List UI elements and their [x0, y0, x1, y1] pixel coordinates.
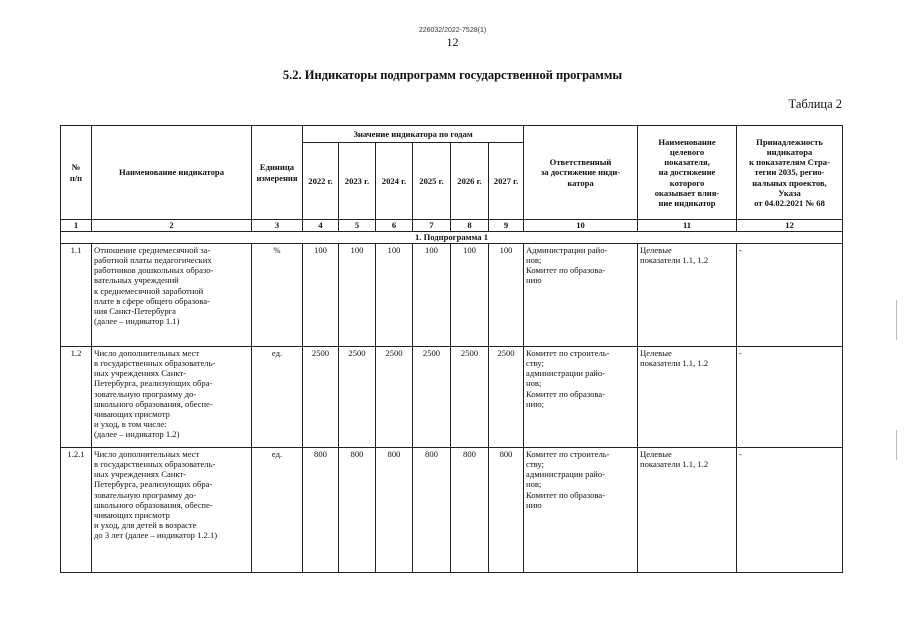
header-name: Наименование индикатора — [92, 126, 252, 220]
indicator-value: 800 — [413, 448, 451, 573]
section-title: 5.2. Индикаторы подпрограмм государственной программы — [282, 68, 623, 82]
indicator-value: 800 — [451, 448, 489, 573]
header-target-name: Наименование целевого показателя, на достижение которого оказывает влия- ние индикатор — [638, 126, 737, 220]
indicator-value: 100 — [413, 244, 451, 347]
header-year: 2025 г. — [413, 143, 451, 220]
table-row — [61, 347, 843, 448]
indicator-value: 100 — [303, 244, 339, 347]
indicator-value: 2500 — [303, 347, 339, 448]
indicator-belongs: - — [737, 244, 843, 347]
indicator-belongs: - — [737, 448, 843, 573]
header-year: 2026 г. — [451, 143, 489, 220]
indicator-unit: ед. — [252, 347, 303, 448]
indicator-value: 800 — [376, 448, 413, 573]
header-years-group: Значение индикатора по годам — [303, 126, 524, 143]
page-number: 12 — [446, 35, 459, 49]
header-year: 2027 г. — [489, 143, 524, 220]
column-number: 5 — [339, 220, 376, 232]
indicator-value: 100 — [376, 244, 413, 347]
header-belongs: Принадлежность индикатора к показателям Стра- тегии 2035, регио- нальных проектов, Указа от 04.02.2021 № 68 — [737, 126, 843, 220]
scan-edge-mark — [896, 300, 897, 340]
indicator-value: 2500 — [376, 347, 413, 448]
row-number: 1.2.1 — [61, 448, 92, 573]
indicator-responsible: Комитет по строитель- ству; администрации райо- нов; Комитет по образова- нию; — [524, 347, 638, 448]
column-number: 9 — [489, 220, 524, 232]
indicator-value: 800 — [489, 448, 524, 573]
indicator-belongs: - — [737, 347, 843, 448]
indicator-unit: ед. — [252, 448, 303, 573]
column-number: 1 — [61, 220, 92, 232]
indicator-value: 2500 — [451, 347, 489, 448]
table-row — [61, 448, 843, 573]
scan-edge-mark — [896, 430, 897, 460]
header-year: 2022 г. — [303, 143, 339, 220]
header-responsible: Ответственный за достижение инди- катора — [524, 126, 638, 220]
header-year: 2023 г. — [339, 143, 376, 220]
column-number: 8 — [451, 220, 489, 232]
indicators-table — [60, 125, 843, 573]
indicator-value: 2500 — [413, 347, 451, 448]
column-number: 4 — [303, 220, 339, 232]
table-row — [61, 244, 843, 347]
indicator-value: 100 — [451, 244, 489, 347]
column-number: 12 — [737, 220, 843, 232]
table-label: Таблица 2 — [788, 97, 842, 111]
header-unit: Единица измерения — [252, 126, 303, 220]
section-heading: 1. Подпрограмма 1 — [61, 232, 843, 244]
indicator-target: Целевые показатели 1.1, 1.2 — [638, 448, 737, 573]
indicator-name: Число дополнительных мест в государственных образователь- ных учреждениях Санкт- Петербурга, реализующих обра- зовательную программу до- школьного образования, обеспе- чивающих присмотр и уход, для детей в возрасте до 3 лет (далее – индикатор 1.2.1) — [92, 448, 252, 573]
row-number: 1.2 — [61, 347, 92, 448]
header-year: 2024 г. — [376, 143, 413, 220]
column-number: 3 — [252, 220, 303, 232]
column-number: 10 — [524, 220, 638, 232]
column-numbers-row — [61, 220, 843, 232]
document-number: 226032/2022-7528(1) — [418, 27, 487, 34]
indicator-name: Отношение среднемесячной за- работной платы педагогических работников дошкольных образо- вательных учреждений к среднемесячной заработной плате в сфере общего образова- ния Санкт-Петербурга (далее – индикатор 1.1) — [92, 244, 252, 347]
indicator-target: Целевые показатели 1.1, 1.2 — [638, 244, 737, 347]
indicator-unit: % — [252, 244, 303, 347]
indicator-responsible: Комитет по строитель- ству; администрации райо- нов; Комитет по образова- нию — [524, 448, 638, 573]
row-number: 1.1 — [61, 244, 92, 347]
indicator-name: Число дополнительных мест в государственных образователь- ных учреждениях Санкт- Петербурга, реализующих обра- зовательную программу до- школьного образования, обеспе- чивающих присмотр и уход, в том числе: (далее – индикатор 1.2) — [92, 347, 252, 448]
indicator-responsible: Администрации райо- нов; Комитет по образова- нию — [524, 244, 638, 347]
indicator-value: 800 — [339, 448, 376, 573]
column-number: 6 — [376, 220, 413, 232]
column-number: 2 — [92, 220, 252, 232]
indicator-value: 2500 — [489, 347, 524, 448]
indicator-value: 800 — [303, 448, 339, 573]
indicator-value: 100 — [339, 244, 376, 347]
indicator-target: Целевые показатели 1.1, 1.2 — [638, 347, 737, 448]
indicator-value: 2500 — [339, 347, 376, 448]
column-number: 11 — [638, 220, 737, 232]
section-row — [61, 232, 843, 244]
indicator-value: 100 — [489, 244, 524, 347]
column-number: 7 — [413, 220, 451, 232]
header-no: № п/п — [61, 126, 92, 220]
